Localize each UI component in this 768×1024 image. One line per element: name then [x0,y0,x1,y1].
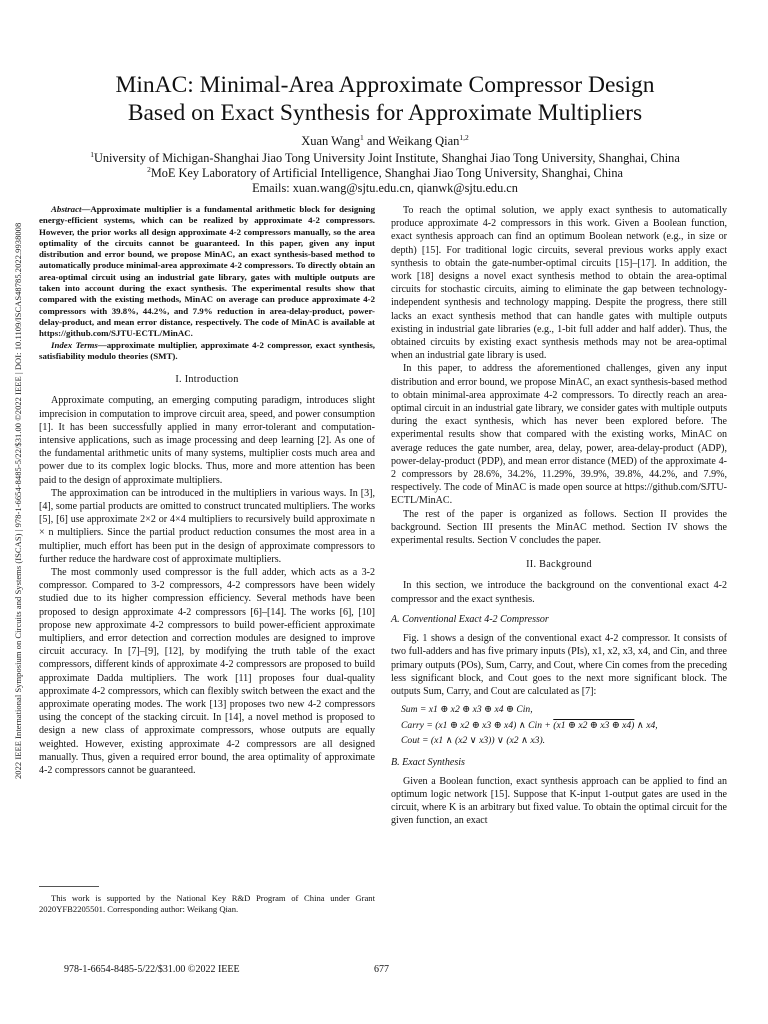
index-terms-text: —approximate multiplier, approximate 4-2 compressor, exact synthesis, satisfiability modulo theories (SMT). [39,339,375,361]
page-number: 677 [374,964,389,975]
abstract [39,204,375,362]
author-1: Xuan Wang [301,134,361,148]
equation-carry-part-3: ∧ x4, [634,719,658,731]
intro-paragraph-1: Approximate computing, an emerging computing paradigm, introduces slight imprecision in computation to improve circuit area, speed, and power consumption [1]. It has been successfully applied in many error-tolerant and computation-intensive applications, such as image processing and deep learning [2]. As one of the fundamental arithmetic units of many systems, multiplier costs much area and power due to its complex logic blocks. Thus, more and more attention has been paid to the design of approximate multipliers. [39,395,375,486]
equation-carry-part-1: Carry = (x1 ⊕ x2 ⊕ x3 ⊕ x4) ∧ Cin + [401,719,554,731]
intro-paragraph-6: The rest of the paper is organized as follows. Section II provides the background. Section III presents the MinAC method. Section IV shows the experimental results. Section V concludes the paper. [391,508,727,547]
equation-sum: Sum = x1 ⊕ x2 ⊕ x3 ⊕ x4 ⊕ Cin, [401,704,533,716]
intro-paragraph-4: To reach the optimal solution, we apply exact synthesis to automatically produce approximate 4-2 compressors in this work. Given a Boolean function, exact synthesis approach can find an optimum Boolean network (e.g., in size or depth) [15]. For traditional logic circuits, several previous works apply exact synthesis to obtain the gate-number-optimal circuits [15]–[17]. In addition, the work [18] designs a novel exact synthesis method to obtain the area-optimal circuits for stochastic circuits, aiming to eliminate the gap between technology-independent synthesis and technology mapping. Despite the progress, there still lacks an exact synthesis method that can handle gates with multiple outputs existing in industrial gate libraries (e.g., 1-bit full adder and half adder). Thus, the obtained circuits by existing exact synthesis methods may not be area-optimal when an industrial gate library is used. [391,205,727,362]
doi-sidebar: 2022 IEEE International Symposium on Circuits and Systems (ISCAS) | 978-1-6654-8485-5/22/$31.00 ©2022 IEEE | DOI: 10.1109/ISCAS48785.2022.9938008 [13,222,23,779]
equation-cout: Cout = (x1 ∧ (x2 ∨ x3)) ∨ (x2 ∧ x3). [401,735,546,747]
funding-footnote [39,893,375,915]
abstract-label: Abstract [51,204,82,214]
intro-paragraph-2: The approximation can be introduced in the multipliers in various ways. In [3], [4], some partial products are omitted to construct truncated multipliers. The works [5], [6] use approximate 2×2 or 4×4 multipliers to recursively build approximate n × n multipliers. Since the partial product reduction consumes the most area in a multiplier, much effort has been put in the design of approximate compressors to further reduce the hardware cost of approximate multipliers. [39,487,375,565]
footer-copyright: 978-1-6654-8485-5/22/$31.00 ©2022 IEEE [64,964,240,975]
intro-paragraph-5: In this paper, to address the aforementioned challenges, given any input distribution and error bound, we propose MinAC, an exact synthesis-based method to obtain minimal-area approximate 4-2 compressors. To directly reach an area-optimal circuit in an industrial gate library, we consider gates with multiple outputs during the exact synthesis, which has never been explored before. The experimental results show that compared with the existing works, MinAC on average reduces the gate number, area, delay, power, area-delay-product (ADP), power-delay-product (PDP), and mean error distance (MED) of the approximate 4-2 compressors by 28.6%, 34.2%, 11.29%, 39.9%, 39.8%, 44.2%, and 7.9%, respectively. The code of MinAC is made open source at https://github.com/SJTU-ECTL/MinAC. [391,363,727,507]
background-paragraph-3: Given a Boolean function, exact synthesis approach can be applied to find an optimum logic network [15]. Suppose that K-input 1-output gates are used in the circuit, where K is an arbitrary but fixed value. To obtain the optimal circuit for the given function, an exact [391,775,727,827]
affiliation-1-mark: 1 [90,149,94,159]
equation-carry-overline: (x1 ⊕ x2 ⊕ x3 ⊕ x4) [553,719,635,731]
authors [60,134,710,149]
abstract-text: —Approximate multiplier is a fundamental arithmetic block for designing energy-efficient systems, which can be realized by approximate 4-2 compressors. However, the prior works all design approximate 4-2 compressors manually, so the area optimality of the circuits cannot be guaranteed. In this paper, given any input distribution and error bound, we propose MinAC, an exact synthesis-based method to automatically produce minimal-area approximate 4-2 compressors. To directly obtain an area-optimal circuit using an industrial gate library, gates with multiple outputs are taken into account during the exact synthesis. The experimental results show that compared with the existing methods, MinAC on average can produce approximate 4-2 compressors with 39.8%, 44.2%, and 7.9% reduction in area-delay-product, power-delay-product, and mean error distance, respectively. The code of MinAC is available at https://github.com/SJTU-ECTL/MinAC. [39,204,375,339]
right-column [391,204,727,828]
index-terms-label: Index Terms [51,339,98,350]
author-emails: Emails: xuan.wang@sjtu.edu.cn, qianwk@sjtu.edu.cn [252,181,518,195]
paper-title-line-1: MinAC: Minimal-Area Approximate Compressor Design [115,72,655,98]
affiliation-1-text: University of Michigan-Shanghai Jiao Tong University Joint Institute, Shanghai Jiao Tong University, Shanghai, China [93,151,680,165]
intro-paragraph-3: The most commonly used compressor is the full adder, which acts as a 3-2 compressor. Compared to 3-2 compressors, 4-2 compressors have been widely studied due to its higher compression efficiency. Several methods have been proposed to design approximate 4-2 compressors [6]–[14]. The works [6], [10] propose new approximate 4-2 compressors to build power-efficient approximate multipliers, and error detection and correction modules are designed to improve circuit accuracy. In [7]–[9], [12], by modifying the truth table of the exact compressors, different kinds of approximate 4-2 compressors are proposed to build approximate Dadda multipliers. The work [11] proposes four dual-quality approximate 4-2 compressors, which can flexibly switch between the exact and the approximate operating modes. The work [13] proposes two new 4-2 compressors using the concept of the stacking circuit. In [14], a novel method is proposed to design a new class of approximate compressors, whose outputs are equally weighted. However, existing approximate 4-2 compressors are all designed manually. Thus, given a required error bound, the area optimality of approximate 4-2 compressors cannot be guaranteed. [39,567,375,777]
section-2-heading: II. Background [526,559,592,571]
subsection-b-heading: B. Exact Synthesis [391,756,465,768]
left-column [39,204,375,777]
footnote-divider [39,886,99,887]
affiliation-2 [60,166,710,181]
affiliation-2-text: MoE Key Laboratory of Artificial Intelligence, Shanghai Jiao Tong University, Shanghai, China [150,166,623,180]
funding-footnote-text: This work is supported by the National Key R&D Program of China under Grant 2020YFB2205501. Corresponding author: Weikang Qian. [39,893,375,914]
author-2-affil-mark: 1,2 [459,132,469,142]
author-2: Weikang Qian [387,134,460,148]
affiliation-2-mark: 2 [147,164,151,174]
affiliation-1 [60,151,710,166]
paper-title-line-2: Based on Exact Synthesis for Approximate Multipliers [127,100,643,126]
background-paragraph-1: In this section, we introduce the background on the conventional exact 4-2 compressor and the exact synthesis. [391,580,727,605]
section-1-heading: I. Introduction [175,374,239,386]
equation-carry [401,718,727,734]
background-paragraph-2: Fig. 1 shows a design of the conventional exact 4-2 compressor. It consists of two full-adders and has five primary inputs (PIs), x1, x2, x3, x4, and Cin, and three primary outputs (POs), Sum, Carry, and Cout, where Cin comes from the preceding less significant block, and Cout goes to the next more significant block. The outputs Sum, Carry, and Cout are calculated as [7]: [391,633,727,697]
author-conjunction: and [363,134,388,148]
equations [401,702,727,749]
subsection-a-heading: A. Conventional Exact 4-2 Compressor [391,613,549,625]
author-1-affil-mark: 1 [360,132,364,142]
